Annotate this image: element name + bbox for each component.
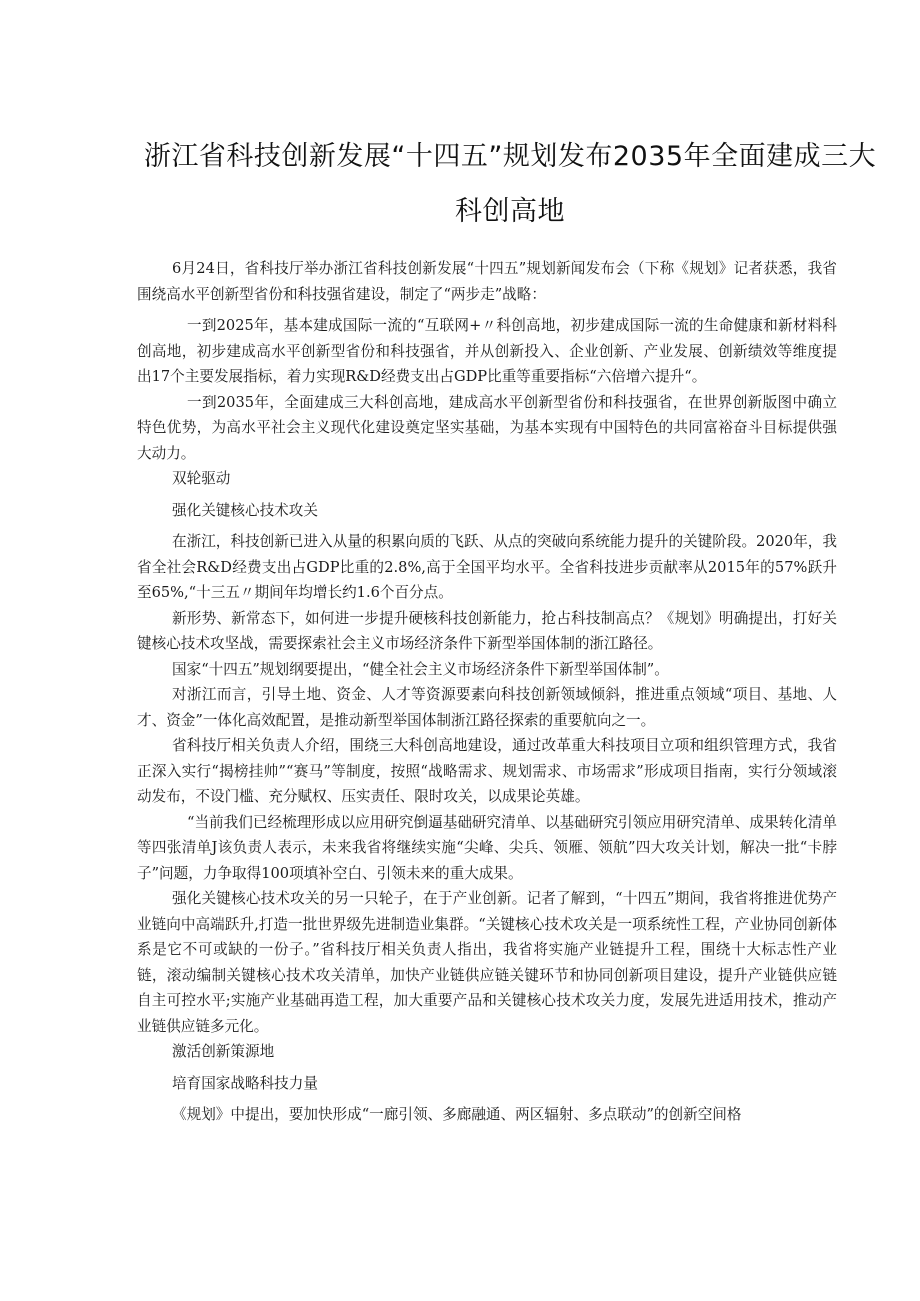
section-heading-dual-drive: 双轮驱动 [172,470,231,487]
document-title-line-1: 浙江省科技创新发展“十四五”规划发布2035年全面建成三大 [143,141,877,172]
paragraph-goal-2035: 一到2035年，全面建成三大科创高地，建成高水平创新型省份和科技强省，在世界创新版图中确立特色优势，为高水平社会主义现代化建设奠定坚实基础，为基本实现有中国特色的共同富裕奋斗目标提供强大动力。 [137,393,837,462]
paragraph-rd-stats: 在浙江，科技创新已进入从量的积累向质的飞跃、从点的突破向系统能力提升的关键阶段。2020年，我省全社会R&D经费支出占GDP比重的2.8%,高于全国平均水平。全省科技进步贡献率从2015年的57%跃升至65%,“十三五〃期间年均增长约1.6个百分点。 [137,533,837,601]
subheading-core-tech: 强化关键核心技术攻关 [172,501,318,519]
paragraph-resource-allocation: 对浙江而言，引导土地、资金、人才等资源要素向科技创新领域倾斜，推进重点领域“项目、基地、人才、资金”一体化高效配置，是推动新型举国体制浙江路径探索的重要航向之一。 [137,686,837,729]
paragraph-national-plan: 国家“十四五”规划纲要提出，“健全社会主义市场经济条件下新型举国体制”。 [172,660,669,678]
section-heading-innovation-source: 激活创新策源地 [172,1043,275,1060]
document-body [137,256,837,1128]
paragraph-industry-innovation: 强化关键核心技术攻关的另一只轮子，在于产业创新。记者了解到，“十四五”期间，我省将推进优势产业链向中高端跃升,打造一批世界级先进制造业集群。“关键核心技术攻关是一项系统性工程，产业协同创新体系是它不可或缺的一份子。”省科技厅相关负责人指出，我省将实施产业链提升工程，围绕十大标志性产业链，滚动编制关键核心技术攻关清单，加快产业链供应链关键环节和协同创新项目建设，提升产业链供应链自主可控水平;实施产业基础再造工程，加大重要产品和关键核心技术攻关力度，发展先进适用技术，推动产业链供应链多元化。 [137,890,837,1035]
paragraph-new-situation: 新形势、新常态下，如何进一步提升硬核科技创新能力，抢占科技制高点？《规划》明确提出，打好关键核心技术攻坚战，需要探索社会主义市场经济条件下新型举国体制的浙江路径。 [137,609,837,652]
subheading-strategic-forces: 培育国家战略科技力量 [172,1074,318,1092]
paragraph-four-lists: “当前我们已经梳理形成以应用研究倒逼基础研究清单、以基础研究引领应用研究清单、成果转化清单等四张清单J该负责人表示，未来我省将继续实施“尖峰、尖兵、领雁、领航”四大攻关计划，解决一批“卡脖子”问题，力争取得100项填补空白、引领未来的重大成果。 [137,813,837,882]
paragraph-project-reform: 省科技厅相关负责人介绍，围绕三大科创高地建设，通过改革重大科技项目立项和组织管理方式，我省正深入实行“揭榜挂帅”“赛马”等制度，按照“战略需求、规划需求、市场需求”形成项目指南，实行分领域滚动发布，不设门槛、充分赋权、压实责任、限时攻关，以成果论英雄。 [137,737,837,805]
document-title-line-2: 科创高地 [455,196,565,227]
paragraph-spatial-pattern: 《规划》中提出，要加快形成“一廊引领、多廊融通、两区辐射、多点联动”的创新空间格 [172,1106,742,1123]
paragraph-intro: 6月24日，省科技厅举办浙江省科技创新发展“十四五”规划新闻发布会（下称《规划》记者获悉，我省围绕高水平创新型省份和科技强省建设，制定了“两步走”战略： [137,260,837,303]
paragraph-goal-2025: 一到2025年，基本建成国际一流的“互联网+〃科创高地，初步建成国际一流的生命健康和新材料科创高地，初步建成高水平创新型省份和科技强省，并从创新投入、企业创新、产业发展、创新绩效等维度提出17个主要发展指标，着力实现R&D经费支出占GDP比重等重要指标“六倍增六提升“。 [137,317,837,385]
